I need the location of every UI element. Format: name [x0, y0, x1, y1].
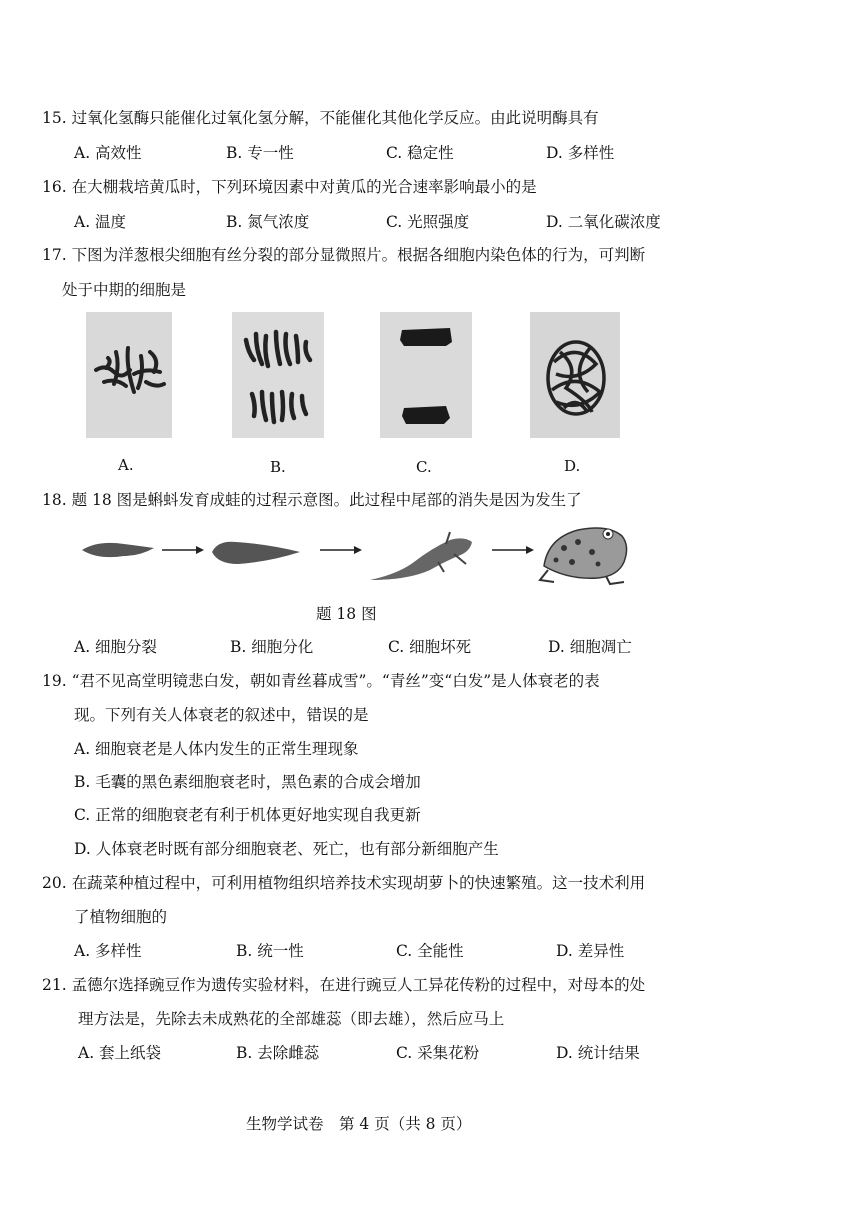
micrograph-d-label: D. [564, 457, 581, 475]
micrograph-c [380, 312, 472, 438]
q19-option-b: B. 毛囊的黑色素细胞衰老时，黑色素的合成会增加 [74, 773, 421, 791]
question-19-stem-line1: 19. “君不见高堂明镜悲白发，朝如青丝暮成雪”。“青丝”变“白发”是人体衰老的表 [42, 672, 600, 690]
page-footer: 生物学试卷 第 4 页（共 8 页） [246, 1115, 472, 1133]
q20-option-d: D. 差异性 [556, 942, 625, 960]
tadpole-to-frog-figure [78, 518, 638, 590]
micrograph-d [530, 312, 620, 438]
micrograph-a [86, 312, 172, 438]
question-18-stem: 18. 题 18 图是蝌蚪发育成蛙的过程示意图。此过程中尾部的消失是因为发生了 [42, 491, 582, 509]
micrograph-b [232, 312, 324, 438]
micrograph-a-label: A. [118, 456, 134, 474]
q15-option-d: D. 多样性 [546, 144, 615, 162]
q20-option-b: B. 统一性 [236, 942, 304, 960]
micrograph-c-label: C. [416, 458, 432, 476]
q21-option-c: C. 采集花粉 [396, 1044, 480, 1062]
micrograph-b-label: B. [270, 458, 286, 476]
question-21-stem-line2: 理方法是，先除去未成熟花的全部雄蕊（即去雄），然后应马上 [78, 1010, 505, 1028]
question-19-stem-line2: 现。下列有关人体衰老的叙述中，错误的是 [74, 706, 369, 724]
figure-18-caption: 题 18 图 [316, 605, 377, 623]
q20-option-a: A. 多样性 [74, 942, 142, 960]
q15-option-a: A. 高效性 [74, 144, 142, 162]
q18-option-a: A. 细胞分裂 [74, 638, 158, 656]
q21-option-b: B. 去除雌蕊 [236, 1044, 320, 1062]
question-17-stem-line1: 17. 下图为洋葱根尖细胞有丝分裂的部分显微照片。根据各细胞内染色体的行为，可判断 [42, 246, 646, 264]
question-20-stem-line1: 20. 在蔬菜种植过程中，可利用植物组织培养技术实现胡萝卜的快速繁殖。这一技术利用 [42, 874, 646, 892]
q15-option-c: C. 稳定性 [386, 144, 454, 162]
question-17-stem-line2: 处于中期的细胞是 [62, 281, 187, 299]
q21-option-d: D. 统计结果 [556, 1044, 640, 1062]
q16-option-c: C. 光照强度 [386, 213, 470, 231]
q16-option-d: D. 二氧化碳浓度 [546, 213, 661, 231]
question-16-stem: 16. 在大棚栽培黄瓜时，下列环境因素中对黄瓜的光合速率影响最小的是 [42, 178, 537, 196]
q19-option-a: A. 细胞衰老是人体内发生的正常生理现象 [74, 740, 359, 758]
q18-option-b: B. 细胞分化 [230, 638, 314, 656]
q16-option-b: B. 氮气浓度 [226, 213, 310, 231]
q18-option-d: D. 细胞凋亡 [548, 638, 632, 656]
question-20-stem-line2: 了植物细胞的 [74, 908, 168, 926]
q19-option-c: C. 正常的细胞衰老有利于机体更好地实现自我更新 [74, 806, 421, 824]
q18-option-c: C. 细胞坏死 [388, 638, 472, 656]
question-21-stem-line1: 21. 孟德尔选择豌豆作为遗传实验材料，在进行豌豆人工异花传粉的过程中，对母本的处 [42, 976, 646, 994]
q21-option-a: A. 套上纸袋 [78, 1044, 162, 1062]
q20-option-c: C. 全能性 [396, 942, 464, 960]
q15-option-b: B. 专一性 [226, 144, 294, 162]
q16-option-a: A. 温度 [74, 213, 127, 231]
question-15-stem: 15. 过氧化氢酶只能催化过氧化氢分解，不能催化其他化学反应。由此说明酶具有 [42, 109, 599, 127]
q19-option-d: D. 人体衰老时既有部分细胞衰老、死亡，也有部分新细胞产生 [74, 840, 499, 858]
